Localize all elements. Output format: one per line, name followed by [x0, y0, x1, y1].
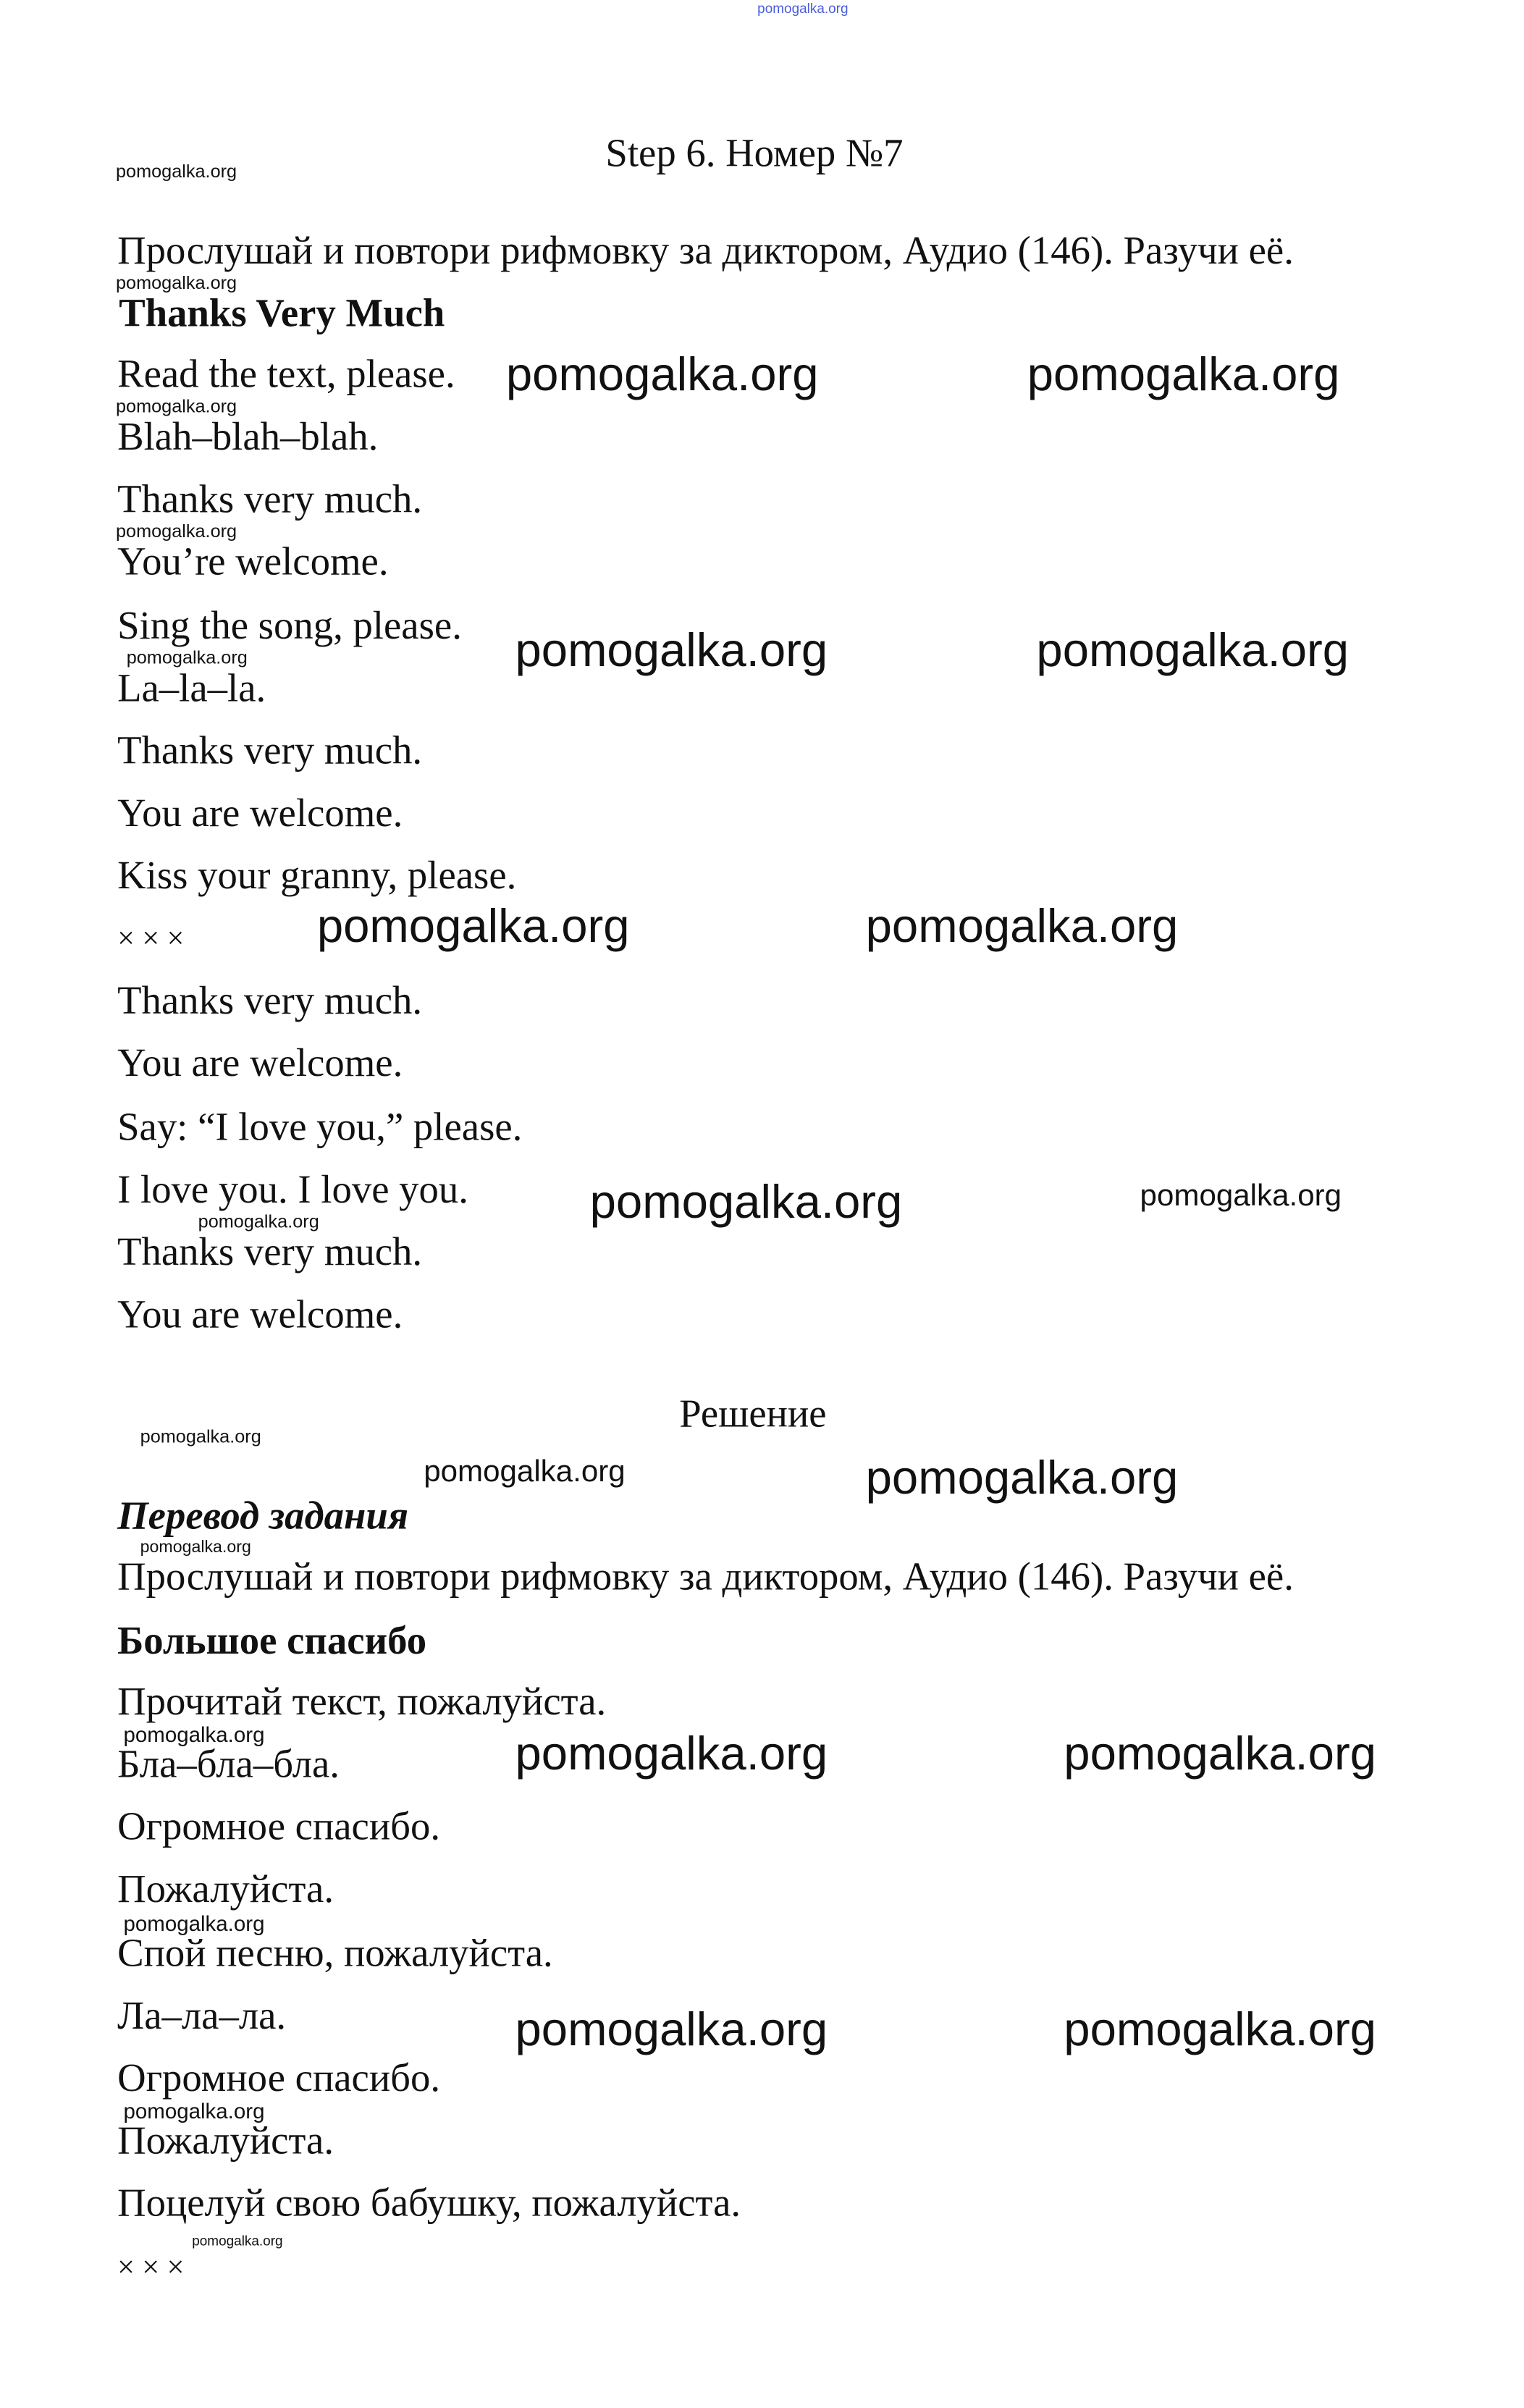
page-title: Step 6. Номер №7 [605, 131, 904, 176]
translation-line: Спой песню, пожалуйста. [117, 1931, 553, 1976]
watermark: pomogalka.org [515, 623, 828, 677]
translation-line: Огромное спасибо. [117, 1804, 441, 1849]
watermark: pomogalka.org [115, 271, 237, 294]
poem-line: You are welcome. [117, 1040, 403, 1085]
translation-line: Пожалуйста. [117, 1866, 334, 1911]
watermark-top-link[interactable]: pomogalka.org [757, 1, 849, 17]
solution-title: Решение [679, 1391, 827, 1436]
poem-line: Say: “I love you,” please. [117, 1105, 523, 1150]
poem-line-kisses: × × × [117, 922, 185, 956]
watermark: pomogalka.org [515, 2002, 828, 2056]
watermark: pomogalka.org [1036, 623, 1350, 677]
translation-line: Ла–ла–ла. [117, 1993, 287, 2038]
task-instruction: Прослушай и повтори рифмовку за диктором, Аудио (146). Разучи её. [117, 228, 1294, 273]
watermark: pomogalka.org [115, 161, 237, 182]
watermark: pomogalka.org [115, 395, 237, 417]
poem-line: Kiss your granny, please. [117, 853, 517, 898]
poem-line: You’re welcome. [117, 539, 389, 584]
watermark: pomogalka.org [126, 647, 248, 669]
translation-heading: Перевод задания [117, 1493, 409, 1538]
poem-line: Read the text, please. [117, 352, 455, 397]
watermark: pomogalka.org [424, 1455, 626, 1489]
poem-line: Thanks very much. [117, 476, 423, 521]
watermark: pomogalka.org [865, 1450, 1179, 1504]
poem-line: You are welcome. [117, 1292, 403, 1337]
watermark: pomogalka.org [123, 1722, 265, 1747]
watermark: pomogalka.org [198, 1211, 319, 1232]
translation-poem-heading: Большое спасибо [117, 1618, 427, 1663]
watermark: pomogalka.org [140, 1426, 261, 1447]
watermark: pomogalka.org [589, 1174, 903, 1229]
poem-line: You are welcome. [117, 791, 403, 835]
poem-line: Sing the song, please. [117, 603, 462, 648]
watermark: pomogalka.org [515, 1726, 828, 1780]
watermark: pomogalka.org [192, 2233, 283, 2249]
translation-line-kisses: × × × [117, 2251, 185, 2285]
translation-instruction: Прослушай и повтори рифмовку за диктором, Аудио (146). Разучи её. [117, 1554, 1294, 1599]
watermark: pomogalka.org [123, 2098, 265, 2123]
poem-line: Thanks very much. [117, 978, 423, 1023]
poem-line: La–la–la. [117, 665, 266, 710]
poem-heading: Thanks Very Much [119, 291, 445, 336]
watermark: pomogalka.org [1027, 347, 1340, 401]
translation-line: Пожалуйста. [117, 2118, 334, 2163]
watermark: pomogalka.org [865, 898, 1179, 953]
watermark: pomogalka.org [1064, 2002, 1376, 2056]
watermark: pomogalka.org [115, 520, 237, 542]
translation-line: Прочитай текст, пожалуйста. [117, 1679, 607, 1724]
watermark: pomogalka.org [505, 347, 819, 401]
translation-line: Поцелуй свою бабушку, пожалуйста. [117, 2181, 741, 2226]
translation-line: Огромное спасибо. [117, 2055, 441, 2100]
watermark: pomogalka.org [1064, 1726, 1376, 1780]
watermark: pomogalka.org [140, 1538, 251, 1557]
poem-line: Thanks very much. [117, 1229, 423, 1274]
watermark: pomogalka.org [1140, 1179, 1342, 1213]
watermark: pomogalka.org [123, 1911, 265, 1936]
watermark: pomogalka.org [316, 898, 630, 953]
poem-line: I love you. I love you. [117, 1167, 468, 1212]
poem-line: Blah–blah–blah. [117, 414, 379, 459]
poem-line: Thanks very much. [117, 728, 423, 773]
translation-line: Бла–бла–бла. [117, 1742, 340, 1787]
